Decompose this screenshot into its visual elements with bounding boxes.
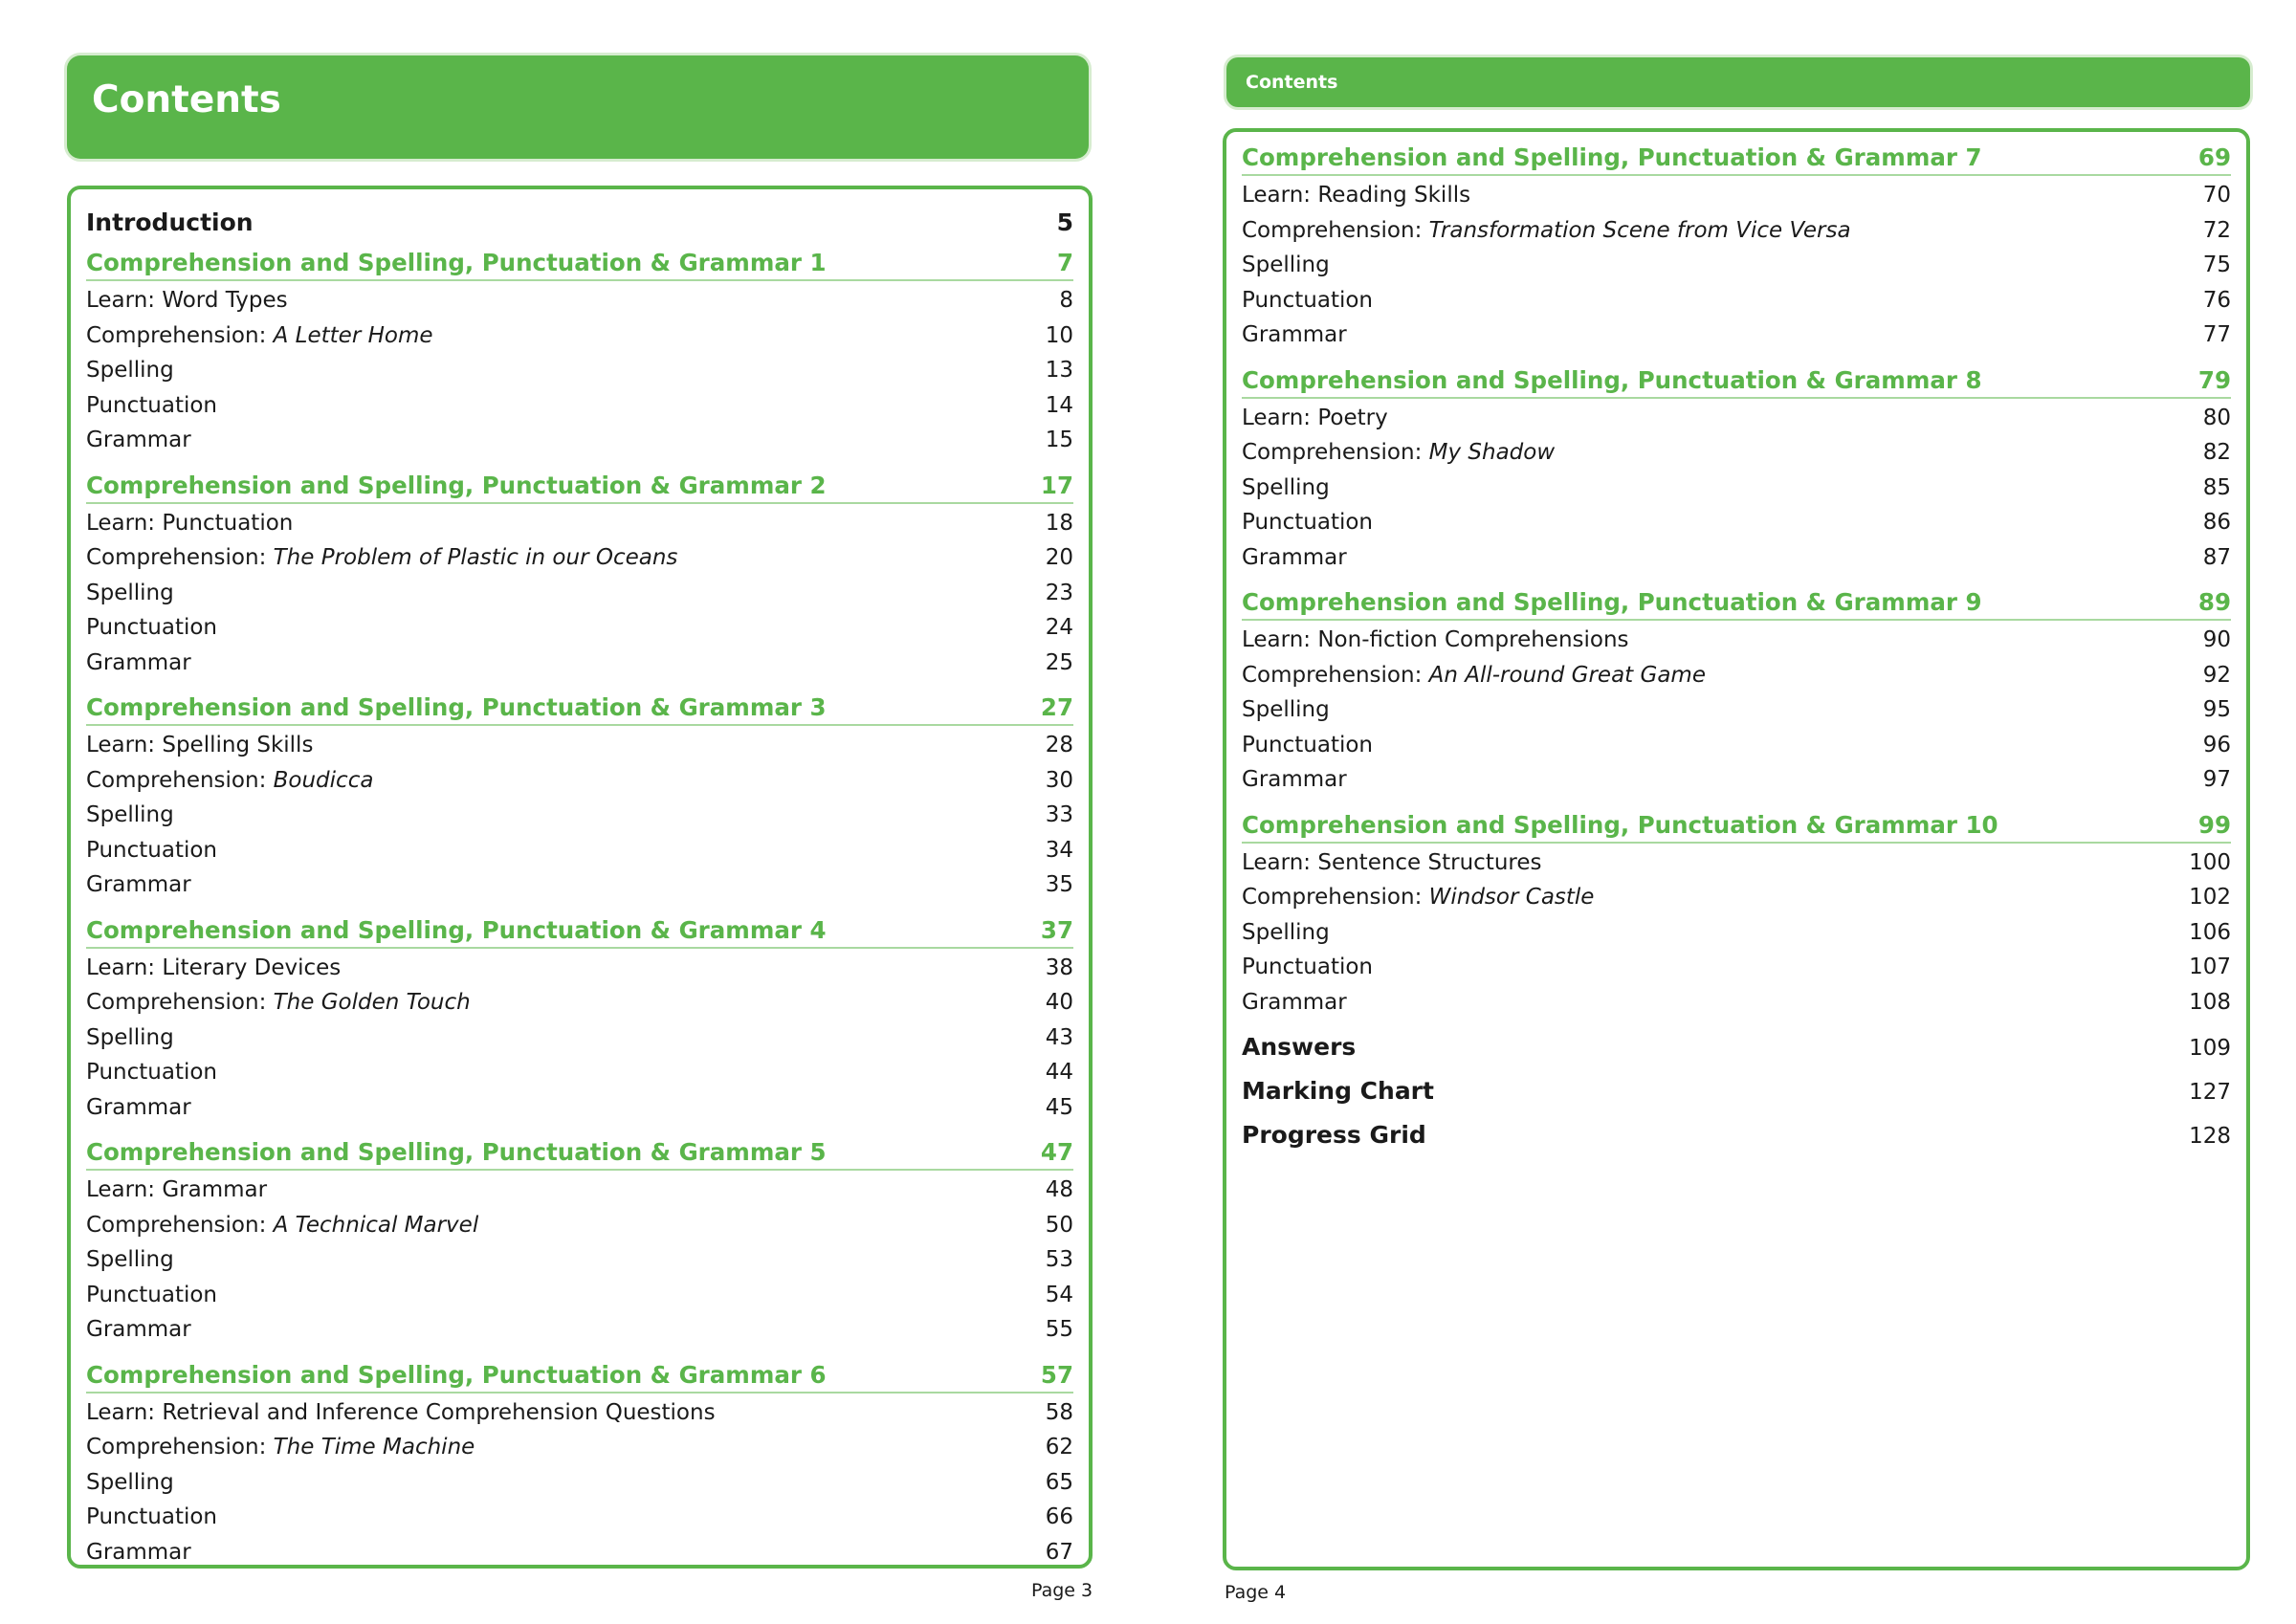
item-page: 14 xyxy=(1045,392,1073,418)
item-page: 38 xyxy=(1045,955,1073,980)
section-title: Comprehension and Spelling, Punctuation & Grammar 2 xyxy=(86,471,827,499)
item-page: 106 xyxy=(2189,919,2231,945)
toc-entry-page: 5 xyxy=(1056,208,1073,236)
toc-item[interactable] xyxy=(86,1430,1073,1465)
item-page: 72 xyxy=(2202,217,2231,243)
contents-header-title: Contents xyxy=(92,78,281,121)
toc-item[interactable] xyxy=(86,1278,1073,1313)
item-italic-title: A Letter Home xyxy=(273,322,433,348)
item-page: 86 xyxy=(2202,510,2231,535)
toc-item[interactable] xyxy=(1242,985,2231,1020)
toc-entry-marking-chart[interactable] xyxy=(1242,1069,2231,1113)
toc-item[interactable] xyxy=(1242,213,2231,249)
toc-entry-title: Introduction xyxy=(86,208,254,236)
item-label: Punctuation xyxy=(86,392,218,418)
section-page: 17 xyxy=(1040,471,1073,499)
toc-section-heading[interactable] xyxy=(1242,586,2231,621)
toc-section-heading[interactable] xyxy=(1242,809,2231,844)
item-page: 10 xyxy=(1045,322,1073,348)
toc-item[interactable] xyxy=(1242,178,2231,213)
section-title: Comprehension and Spelling, Punctuation & Grammar 4 xyxy=(86,915,827,944)
item-page: 82 xyxy=(2202,440,2231,465)
toc-entry-answers[interactable] xyxy=(1242,1025,2231,1069)
item-label: Learn: Word Types xyxy=(86,288,288,313)
section-page: 89 xyxy=(2197,588,2231,616)
item-label: Learn: Retrieval and Inference Comprehension Questions xyxy=(86,1399,716,1425)
item-label: Spelling xyxy=(86,580,174,605)
toc-item[interactable] xyxy=(1242,283,2231,318)
page-number-right: Page 4 xyxy=(1225,1582,1287,1603)
toc-item[interactable] xyxy=(86,1500,1073,1535)
toc-item[interactable] xyxy=(86,985,1073,1020)
page-number-left: Page 3 xyxy=(1031,1580,1093,1601)
item-label: Comprehension: xyxy=(1242,217,1429,243)
section-page: 57 xyxy=(1040,1360,1073,1389)
item-page: 77 xyxy=(2202,322,2231,347)
item-italic-title: The Time Machine xyxy=(273,1435,475,1459)
item-label: Comprehension: xyxy=(86,1212,274,1238)
item-label: Grammar xyxy=(86,428,191,452)
toc-item[interactable] xyxy=(1242,318,2231,353)
section-title: Comprehension and Spelling, Punctuation & Grammar 7 xyxy=(1242,143,1982,171)
item-label: Spelling xyxy=(1242,474,1330,500)
item-page: 58 xyxy=(1045,1399,1073,1425)
toc-item[interactable] xyxy=(1242,505,2231,540)
item-page: 76 xyxy=(2202,287,2231,313)
toc-item[interactable] xyxy=(86,1465,1073,1501)
toc-item[interactable] xyxy=(1242,435,2231,471)
item-page: 55 xyxy=(1045,1317,1073,1342)
item-page: 100 xyxy=(2189,849,2231,875)
item-page: 95 xyxy=(2202,697,2231,722)
toc-item[interactable] xyxy=(1242,401,2231,436)
toc-entry-page: 109 xyxy=(2189,1036,2231,1061)
item-label: Learn: Sentence Structures xyxy=(1242,849,1542,875)
item-page: 54 xyxy=(1045,1282,1073,1307)
toc-item[interactable] xyxy=(86,283,1073,318)
toc-item[interactable] xyxy=(1242,728,2231,763)
item-label: Punctuation xyxy=(1242,510,1374,535)
item-label: Spelling xyxy=(86,1247,174,1272)
item-label: Punctuation xyxy=(86,615,218,640)
item-page: 70 xyxy=(2202,183,2231,208)
toc-section-heading[interactable] xyxy=(86,691,1073,726)
toc-section-heading[interactable] xyxy=(86,1136,1073,1171)
toc-item[interactable] xyxy=(86,423,1073,458)
item-page: 25 xyxy=(1045,649,1073,675)
item-label: Punctuation xyxy=(1242,287,1374,313)
toc-item[interactable] xyxy=(86,833,1073,868)
item-page: 67 xyxy=(1045,1539,1073,1565)
item-label: Spelling xyxy=(86,358,174,383)
toc-box-right xyxy=(1223,128,2250,1570)
item-italic-title: Windsor Castle xyxy=(1428,885,1595,910)
item-label: Spelling xyxy=(1242,919,1330,945)
item-page: 40 xyxy=(1045,990,1073,1015)
item-page: 65 xyxy=(1045,1469,1073,1495)
section-page: 27 xyxy=(1040,693,1073,721)
toc-item[interactable] xyxy=(86,1208,1073,1243)
item-page: 87 xyxy=(2202,544,2231,570)
toc-item[interactable] xyxy=(86,388,1073,424)
item-page: 18 xyxy=(1045,510,1073,536)
toc-list-right xyxy=(1242,142,2231,1157)
item-italic-title: My Shadow xyxy=(1428,440,1556,465)
item-label: Grammar xyxy=(86,1539,191,1565)
item-label: Punctuation xyxy=(1242,732,1374,757)
toc-item[interactable] xyxy=(86,1535,1073,1570)
toc-entry-progress-grid[interactable] xyxy=(1242,1113,2231,1157)
item-label: Comprehension: xyxy=(1242,885,1429,910)
toc-item[interactable] xyxy=(1242,880,2231,915)
toc-item[interactable] xyxy=(86,1395,1073,1431)
item-page: 90 xyxy=(2202,627,2231,652)
toc-box-left xyxy=(67,186,1093,1569)
item-page: 97 xyxy=(2202,767,2231,792)
toc-item[interactable] xyxy=(86,610,1073,646)
toc-item[interactable] xyxy=(86,353,1073,388)
item-label: Comprehension: xyxy=(86,545,274,570)
section-page: 99 xyxy=(2197,810,2231,839)
item-label: Grammar xyxy=(86,1094,191,1120)
toc-item[interactable] xyxy=(86,1173,1073,1208)
section-page: 69 xyxy=(2197,143,2231,171)
item-label: Spelling xyxy=(1242,697,1330,722)
item-page: 24 xyxy=(1045,615,1073,640)
item-label: Learn: Spelling Skills xyxy=(86,733,314,757)
item-page: 107 xyxy=(2189,955,2231,979)
toc-entry-title: Progress Grid xyxy=(1242,1121,1426,1149)
section-title: Comprehension and Spelling, Punctuation & Grammar 1 xyxy=(86,249,827,276)
toc-item[interactable] xyxy=(1242,762,2231,798)
item-page: 66 xyxy=(1045,1504,1073,1529)
item-page: 62 xyxy=(1045,1435,1073,1459)
item-label: Learn: Grammar xyxy=(86,1177,268,1202)
toc-item[interactable] xyxy=(86,763,1073,799)
item-label: Learn: Poetry xyxy=(1242,405,1388,430)
section-title: Comprehension and Spelling, Punctuation & Grammar 3 xyxy=(86,693,827,721)
item-page: 45 xyxy=(1045,1094,1073,1120)
section-title: Comprehension and Spelling, Punctuation & Grammar 10 xyxy=(1242,810,1998,839)
item-label: Learn: Reading Skills xyxy=(1242,183,1471,208)
item-label: Grammar xyxy=(1242,544,1347,570)
item-page: 33 xyxy=(1045,802,1073,827)
toc-item[interactable] xyxy=(1242,915,2231,951)
item-page: 34 xyxy=(1045,837,1073,863)
item-label: Comprehension: xyxy=(86,990,274,1015)
section-title: Comprehension and Spelling, Punctuation & Grammar 8 xyxy=(1242,365,1982,394)
toc-item[interactable] xyxy=(86,506,1073,541)
item-label: Spelling xyxy=(86,1024,174,1050)
item-label: Comprehension: xyxy=(1242,662,1429,688)
toc-entry-title: Answers xyxy=(1242,1033,1357,1061)
toc-entry-page: 127 xyxy=(2189,1080,2231,1105)
item-label: Grammar xyxy=(1242,322,1347,347)
toc-item[interactable] xyxy=(86,867,1073,903)
item-italic-title: An All-round Great Game xyxy=(1428,662,1706,688)
item-label: Grammar xyxy=(86,649,191,675)
item-page: 15 xyxy=(1045,428,1073,452)
item-label: Comprehension: xyxy=(86,1435,274,1459)
item-page: 20 xyxy=(1045,545,1073,570)
item-label: Spelling xyxy=(1242,252,1330,277)
item-label: Spelling xyxy=(86,1469,174,1495)
toc-item[interactable] xyxy=(1242,845,2231,881)
toc-item[interactable] xyxy=(1242,471,2231,506)
toc-item[interactable] xyxy=(1242,950,2231,985)
item-label: Comprehension: xyxy=(86,322,274,348)
item-label: Learn: Non-fiction Comprehensions xyxy=(1242,627,1629,652)
toc-item[interactable] xyxy=(86,576,1073,611)
item-page: 80 xyxy=(2202,405,2231,430)
item-page: 96 xyxy=(2202,732,2231,757)
toc-section-heading[interactable] xyxy=(86,247,1073,281)
item-page: 35 xyxy=(1045,872,1073,897)
item-label: Punctuation xyxy=(86,1282,218,1307)
toc-entry-page: 128 xyxy=(2189,1124,2231,1149)
toc-item[interactable] xyxy=(1242,658,2231,693)
item-italic-title: Transformation Scene from Vice Versa xyxy=(1428,217,1851,243)
toc-section-heading[interactable] xyxy=(86,914,1073,949)
item-label: Spelling xyxy=(86,802,174,827)
section-page: 47 xyxy=(1040,1138,1073,1166)
item-label: Learn: Literary Devices xyxy=(86,955,342,980)
toc-item[interactable] xyxy=(86,1090,1073,1126)
toc-entry-title: Marking Chart xyxy=(1242,1077,1434,1105)
item-label: Comprehension: xyxy=(1242,440,1429,465)
toc-item[interactable] xyxy=(86,318,1073,354)
item-page: 48 xyxy=(1045,1177,1073,1202)
section-title: Comprehension and Spelling, Punctuation & Grammar 6 xyxy=(86,1360,827,1389)
item-page: 92 xyxy=(2202,662,2231,688)
toc-item[interactable] xyxy=(86,798,1073,833)
item-page: 28 xyxy=(1045,733,1073,757)
section-page: 7 xyxy=(1056,249,1073,276)
item-label: Punctuation xyxy=(1242,955,1374,979)
toc-item[interactable] xyxy=(1242,623,2231,658)
item-italic-title: The Golden Touch xyxy=(273,990,471,1015)
contents-running-header xyxy=(1226,57,2250,107)
toc-item[interactable] xyxy=(86,1312,1073,1348)
running-header-title: Contents xyxy=(1246,72,1338,93)
item-page: 50 xyxy=(1045,1212,1073,1238)
toc-item[interactable] xyxy=(1242,692,2231,728)
section-title: Comprehension and Spelling, Punctuation & Grammar 5 xyxy=(86,1138,827,1166)
toc-entry-introduction[interactable] xyxy=(86,201,1073,245)
item-label: Grammar xyxy=(1242,767,1347,792)
toc-item[interactable] xyxy=(1242,540,2231,576)
item-italic-title: A Technical Marvel xyxy=(273,1212,479,1238)
section-title: Comprehension and Spelling, Punctuation & Grammar 9 xyxy=(1242,588,1982,616)
toc-item[interactable] xyxy=(86,1242,1073,1278)
item-page: 13 xyxy=(1045,358,1073,383)
item-page: 85 xyxy=(2202,474,2231,500)
item-label: Learn: Punctuation xyxy=(86,510,294,536)
section-page: 37 xyxy=(1040,915,1073,944)
toc-item[interactable] xyxy=(86,951,1073,986)
toc-item[interactable] xyxy=(86,728,1073,763)
toc-section-heading[interactable] xyxy=(1242,142,2231,176)
toc-item[interactable] xyxy=(86,540,1073,576)
item-italic-title: The Problem of Plastic in our Oceans xyxy=(273,545,678,570)
item-page: 8 xyxy=(1059,288,1073,313)
item-page: 44 xyxy=(1045,1060,1073,1085)
item-page: 102 xyxy=(2189,885,2231,910)
item-label: Punctuation xyxy=(86,1504,218,1529)
toc-section-heading[interactable] xyxy=(1242,364,2231,399)
toc-item[interactable] xyxy=(86,646,1073,681)
item-label: Grammar xyxy=(86,872,191,897)
item-label: Grammar xyxy=(86,1317,191,1342)
toc-item[interactable] xyxy=(1242,248,2231,283)
item-page: 30 xyxy=(1045,767,1073,793)
contents-header-banner xyxy=(67,55,1089,159)
toc-section-heading[interactable] xyxy=(86,1359,1073,1394)
toc-list-left xyxy=(86,201,1073,1569)
toc-item[interactable] xyxy=(86,1055,1073,1090)
item-page: 43 xyxy=(1045,1024,1073,1050)
item-page: 53 xyxy=(1045,1247,1073,1272)
toc-section-heading[interactable] xyxy=(86,470,1073,504)
section-page: 79 xyxy=(2197,365,2231,394)
toc-item[interactable] xyxy=(86,1020,1073,1056)
item-label: Comprehension: xyxy=(86,767,274,793)
item-label: Punctuation xyxy=(86,837,218,863)
item-page: 23 xyxy=(1045,580,1073,605)
item-italic-title: Boudicca xyxy=(273,767,374,793)
item-page: 75 xyxy=(2202,252,2231,277)
item-page: 108 xyxy=(2189,989,2231,1015)
item-label: Punctuation xyxy=(86,1060,218,1085)
item-label: Grammar xyxy=(1242,989,1347,1015)
